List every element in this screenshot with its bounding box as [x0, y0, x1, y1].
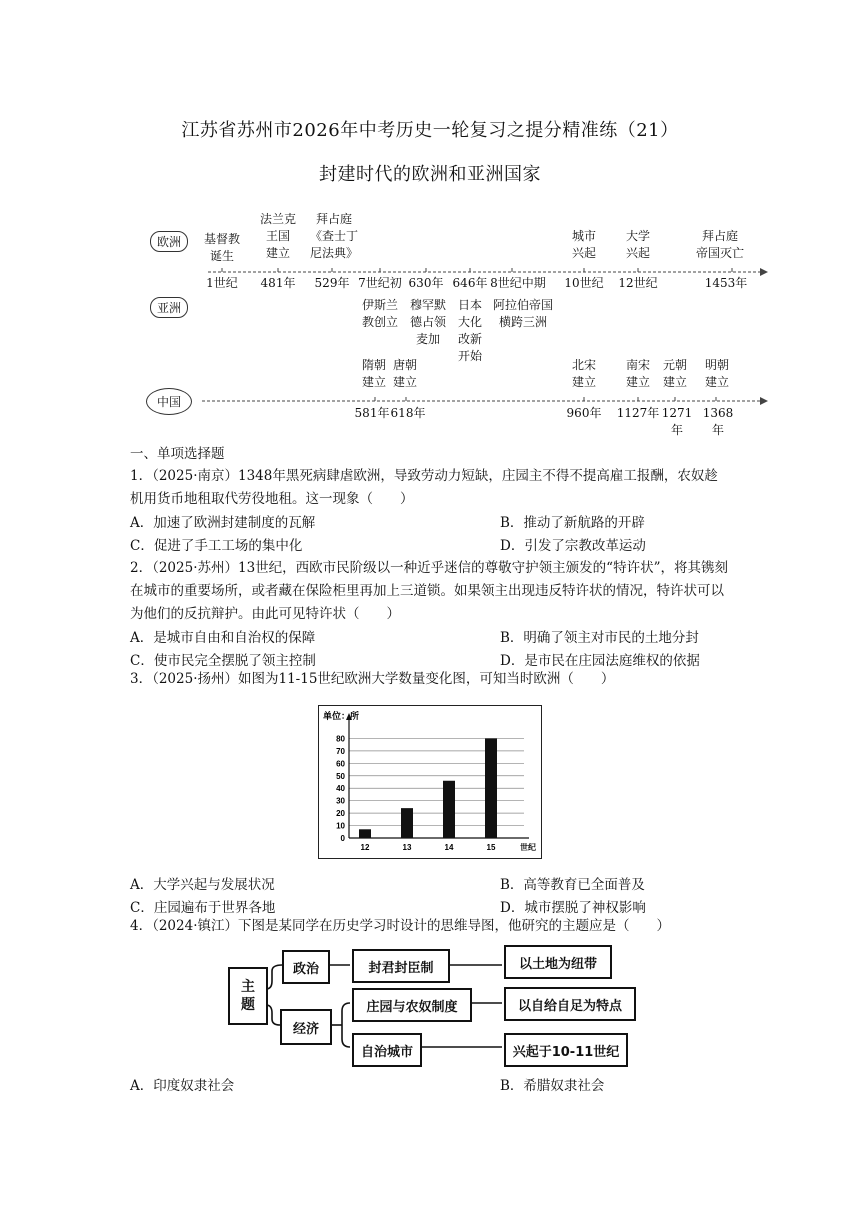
region-china: 中国 — [146, 388, 192, 415]
x-tick-label: 15 — [486, 843, 496, 852]
question-2-option-d[interactable]: D．是市民在庄园法庭维权的依据 — [500, 653, 700, 669]
y-tick-label: 10 — [336, 821, 345, 831]
x-tick-label: 12 — [360, 843, 370, 852]
question-2-option-c[interactable]: C．使市民完全摆脱了领主控制 — [130, 653, 316, 669]
chart-bar — [443, 781, 455, 838]
question-2-option-a[interactable]: A．是城市自由和自治权的保障 — [130, 630, 316, 646]
mind-map — [222, 945, 642, 1075]
mind-map-manor: 庄园与农奴制度 — [352, 988, 472, 1022]
question-4-stem: 4．（2024·镇江）下图是某同学在历史学习时设计的思维导图，他研究的主题应是（ ） — [130, 918, 670, 934]
chart-svg — [319, 706, 541, 858]
china-event: 北宋 建立 — [571, 358, 596, 389]
mind-map-city: 自治城市 — [352, 1033, 422, 1067]
question-1-option-c[interactable]: C．促进了手工工场的集中化 — [130, 538, 303, 554]
china-date: 581年 — [354, 406, 390, 420]
question-1-option-d[interactable]: D．引发了宗教改革运动 — [500, 538, 646, 554]
y-tick-label: 20 — [336, 809, 345, 819]
china-event: 明朝 建立 — [704, 358, 729, 389]
asia-event: 日本 大化 改新 开始 — [457, 298, 482, 363]
mind-map-politics: 政治 — [282, 950, 330, 984]
china-date: 960年 — [566, 406, 602, 420]
timeline-date: 12世纪 — [618, 276, 658, 290]
question-2-option-b[interactable]: B．明确了领主对市民的土地分封 — [500, 630, 699, 646]
china-event: 隋朝 建立 — [361, 358, 386, 389]
mind-map-feudal-system: 封君封臣制 — [352, 949, 450, 983]
university-bar-chart — [318, 705, 542, 859]
china-event: 南宋 建立 — [625, 358, 650, 389]
x-tick-label: 13 — [402, 843, 412, 852]
china-event: 元朝 建立 — [662, 358, 687, 389]
chart-bar — [401, 808, 413, 838]
mind-map-feudal-desc: 以土地为纽带 — [504, 945, 612, 979]
mind-map-manor-desc: 以自给自足为特点 — [504, 987, 636, 1021]
history-timeline — [140, 205, 780, 435]
timeline-date: 10世纪 — [564, 276, 604, 290]
timeline-date: 529年 — [314, 276, 350, 290]
europe-event: 城市 兴起 — [571, 229, 596, 260]
china-date: 1271年 — [661, 406, 693, 437]
timeline-date: 630年 — [408, 276, 444, 290]
timeline-date: 646年 — [452, 276, 488, 290]
timeline-date: 481年 — [260, 276, 296, 290]
europe-event: 拜占庭 《查士丁 尼法典》 — [309, 212, 358, 260]
china-date: 1127年 — [616, 406, 660, 420]
chart-bar — [485, 738, 497, 838]
mind-map-city-desc: 兴起于10-11世纪 — [504, 1033, 628, 1067]
chart-unit-label: 单位：所 — [323, 712, 360, 722]
china-date: 618年 — [390, 406, 426, 420]
chart-bar — [359, 829, 371, 838]
timeline-date: 8世纪中期 — [490, 276, 546, 290]
region-europe: 欧洲 — [150, 231, 188, 252]
y-tick-label: 30 — [336, 796, 345, 806]
question-1-stem: 1．（2025·南京）1348年黑死病肆虐欧洲，导致劳动力短缺，庄园主不得不提高雇工报酬，农奴趁机用货币地租取代劳役地租。这一现象（ ） — [130, 468, 718, 507]
question-3-stem: 3．（2025·扬州）如图为11-15世纪欧洲大学数量变化图，可知当时欧洲（ ） — [130, 671, 615, 687]
section-heading: 一、单项选择题 — [130, 446, 225, 462]
question-3-option-a[interactable]: A．大学兴起与发展状况 — [130, 877, 275, 893]
europe-event: 拜占庭 帝国灭亡 — [695, 229, 744, 260]
asia-event: 伊斯兰 教创立 — [361, 298, 398, 329]
y-tick-label: 50 — [336, 771, 345, 781]
question-1-option-b[interactable]: B．推动了新航路的开辟 — [500, 515, 645, 531]
europe-event: 大学 兴起 — [625, 229, 650, 260]
timeline-date: 1世纪 — [206, 276, 238, 290]
y-tick-label: 80 — [336, 734, 345, 744]
timeline-date: 7世纪初 — [358, 276, 402, 290]
chart-x-label: 世纪 — [520, 843, 536, 852]
question-4-option-a[interactable]: A．印度奴隶社会 — [130, 1078, 235, 1094]
europe-event: 基督教 诞生 — [203, 232, 240, 263]
europe-event: 法兰克 王国 建立 — [259, 212, 296, 260]
page-title: 江苏省苏州市2026年中考历史一轮复习之提分精准练（21） — [181, 120, 679, 141]
question-4-option-b[interactable]: B．希腊奴隶社会 — [500, 1078, 605, 1094]
timeline-date: 1453年 — [704, 276, 748, 290]
asia-event: 阿拉伯帝国 横跨三洲 — [492, 298, 553, 329]
china-event: 唐朝 建立 — [392, 358, 417, 389]
asia-event: 穆罕默 德占领 麦加 — [409, 298, 446, 346]
question-2-stem: 2．（2025·苏州）13世纪，西欧市民阶级以一种近乎迷信的尊敬守护领主颁发的“特许状”，将其镌刻在城市的重要场所，或者藏在保险柜里再加上三道锁。如果领主出现违反特许状的情况，特许状可以为他们的反抗辩护。由此可见特许状（ ） — [130, 560, 728, 622]
china-date: 1368年 — [702, 406, 734, 437]
mind-map-economy: 经济 — [280, 1009, 332, 1045]
question-3-option-b[interactable]: B．高等教育已全面普及 — [500, 877, 645, 893]
x-tick-label: 14 — [444, 843, 454, 852]
mind-map-root: 主 题 — [228, 967, 268, 1025]
y-tick-label: 60 — [336, 759, 345, 769]
y-tick-label: 70 — [336, 746, 345, 756]
page-subtitle: 封建时代的欧洲和亚洲国家 — [319, 164, 541, 185]
y-tick-label: 0 — [340, 834, 345, 843]
question-1-option-a[interactable]: A．加速了欧洲封建制度的瓦解 — [130, 515, 316, 531]
region-asia: 亚洲 — [150, 297, 188, 318]
question-3-option-c[interactable]: C．庄园遍布于世界各地 — [130, 900, 276, 916]
question-3-option-d[interactable]: D．城市摆脱了神权影响 — [500, 900, 646, 916]
y-tick-label: 40 — [336, 784, 345, 794]
